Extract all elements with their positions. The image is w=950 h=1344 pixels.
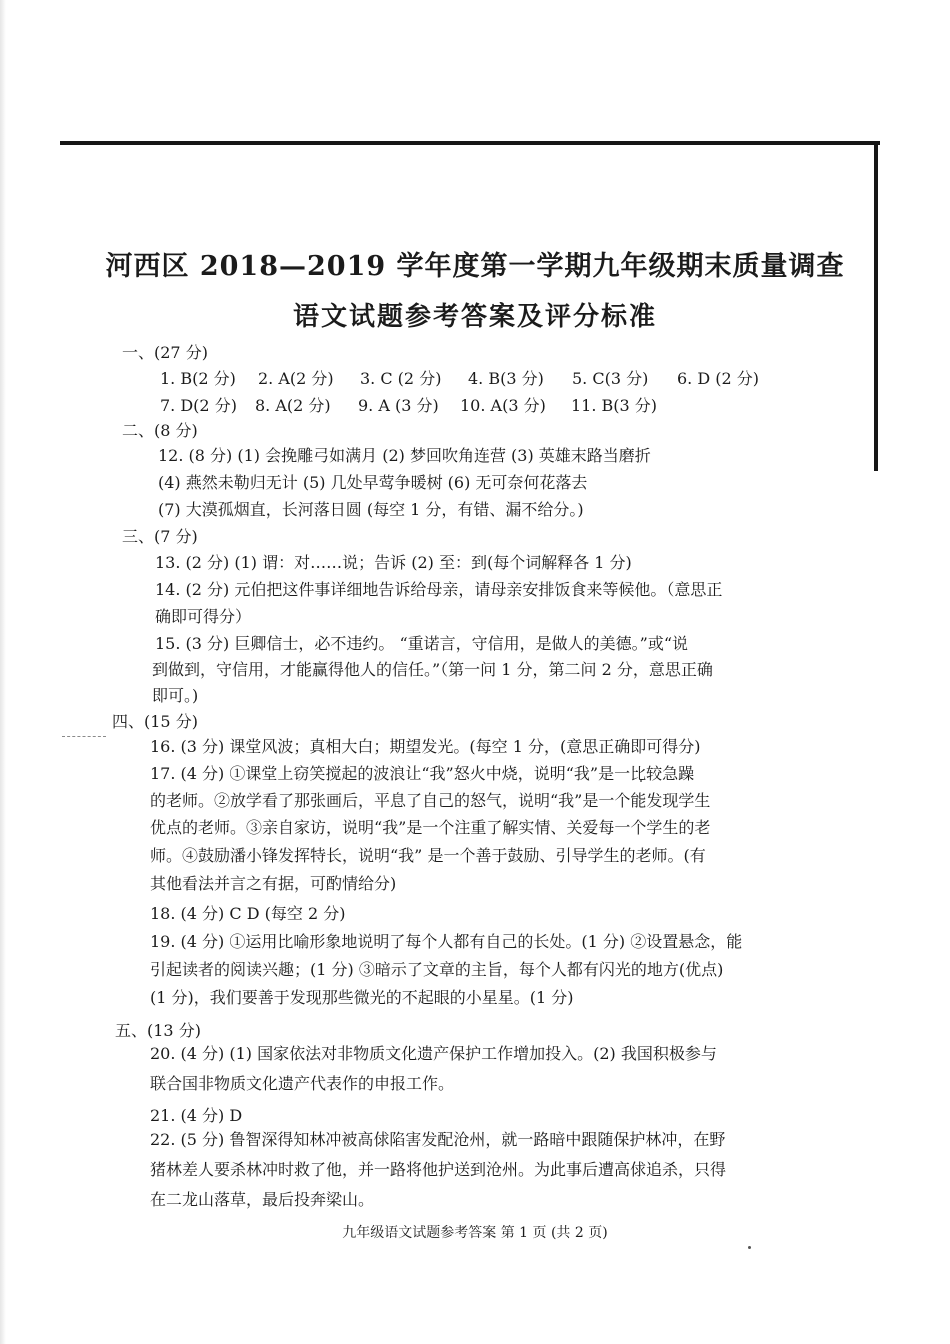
answer-item: 2. A(2 分)	[258, 369, 334, 388]
answer-item: 9. A (3 分)	[358, 396, 439, 415]
scan-shadow	[0, 0, 6, 1344]
section-heading: 五、(13 分)	[115, 1021, 201, 1040]
answer-line: 联合国非物质文化遗产代表作的申报工作。	[150, 1074, 455, 1093]
section-heading: 四、(15 分)	[112, 712, 198, 731]
answer-line: 21. (4 分) D	[150, 1106, 243, 1125]
answer-line: 其他看法并言之有据，可酌情给分)	[150, 874, 397, 893]
answer-line: 引起读者的阅读兴趣；(1 分) ③暗示了文章的主旨，每个人都有闪光的地方(优点)	[150, 960, 724, 979]
document-subtitle: 语文试题参考答案及评分标准	[292, 302, 657, 332]
answer-line: 19. (4 分) ①运用比喻形象地说明了每个人都有自己的长处。(1 分) ②设置悬念，能	[150, 932, 743, 951]
answer-line: (1 分)，我们要善于发现那些微光的不起眼的小星星。(1 分)	[150, 988, 574, 1007]
section-heading: 一、(27 分)	[122, 343, 208, 362]
answer-line: 20. (4 分) (1) 国家依法对非物质文化遗产保护工作增加投入。(2) 我国积极参与	[150, 1044, 717, 1063]
answer-line: (7) 大漠孤烟直，长河落日圆 (每空 1 分，有错、漏不给分。)	[158, 500, 584, 519]
scan-dash-mark	[62, 736, 106, 737]
answer-line: 即可。)	[152, 686, 199, 705]
answer-line: 师。④鼓励潘小锋发挥特长，说明“我” 是一个善于鼓励、引导学生的老师。(有	[150, 846, 706, 865]
section-heading: 二、(8 分)	[122, 421, 198, 440]
answer-line: 18. (4 分) C D (每空 2 分)	[150, 904, 346, 923]
answer-line: 的老师。②放学看了那张画后，平息了自己的怒气，说明“我”是一个能发现学生	[150, 791, 711, 810]
answer-line: 12. (8 分) (1) 会挽雕弓如满月 (2) 梦回吹角连营 (3) 英雄末路当磨折	[158, 446, 651, 465]
answer-line: 确即可得分）	[155, 607, 252, 626]
answer-line: 14. (2 分) 元伯把这件事详细地告诉给母亲，请母亲安排饭食来等候他。（意思正	[155, 580, 723, 599]
answer-line: 17. (4 分) ①课堂上窃笑搅起的波浪让“我”怒火中烧，说明“我”是一比较急躁	[150, 764, 695, 783]
answer-line: 猪林差人要杀林冲时救了他，并一路将他护送到沧州。为此事后遭高俅追杀，只得	[150, 1160, 727, 1179]
answer-line: (4) 燕然未勒归无计 (5) 几处早莺争暖树 (6) 无可奈何花落去	[158, 473, 588, 492]
answer-item: 3. C (2 分)	[360, 369, 442, 388]
scan-speck	[748, 1246, 751, 1249]
answer-item: 8. A(2 分)	[255, 396, 331, 415]
page-footer: 九年级语文试题参考答案 第 1 页 (共 2 页)	[342, 1225, 608, 1241]
answer-item: 4. B(3 分)	[468, 369, 544, 388]
answer-item: 1. B(2 分)	[160, 369, 236, 388]
answer-line: 到做到，守信用，才能赢得他人的信任。”（第一问 1 分，第二问 2 分，意思正确	[152, 660, 713, 679]
answer-item: 10. A(3 分)	[460, 396, 546, 415]
answer-line: 在二龙山落草，最后投奔梁山。	[150, 1190, 375, 1209]
answer-line: 13. (2 分) (1) 谓：对……说；告诉 (2) 至：到(每个词解释各 1 分)	[155, 553, 632, 572]
answer-item: 11. B(3 分)	[571, 396, 658, 415]
answer-line: 优点的老师。③亲自家访，说明“我”是一个注重了解实情、关爱每一个学生的老	[150, 818, 711, 837]
answer-line: 16. (3 分) 课堂风波；真相大白；期望发光。(每空 1 分，(意思正确即可得分)	[150, 737, 701, 756]
answer-item: 5. C(3 分)	[572, 369, 649, 388]
document-title: 河西区 2018—2019 学年度第一学期九年级期末质量调查	[105, 251, 845, 282]
answer-item: 7. D(2 分)	[160, 396, 237, 415]
answer-line: 15. (3 分) 巨卿信士，必不违约。 “重诺言，守信用，是做人的美德。”或“说	[155, 634, 688, 653]
answer-item: 6. D (2 分)	[677, 369, 760, 388]
answer-line: 22. (5 分) 鲁智深得知林冲被高俅陷害发配沧州，就一路暗中跟随保护林冲，在野	[150, 1130, 726, 1149]
section-heading: 三、(7 分)	[122, 527, 198, 546]
scan-top-border	[60, 141, 880, 145]
